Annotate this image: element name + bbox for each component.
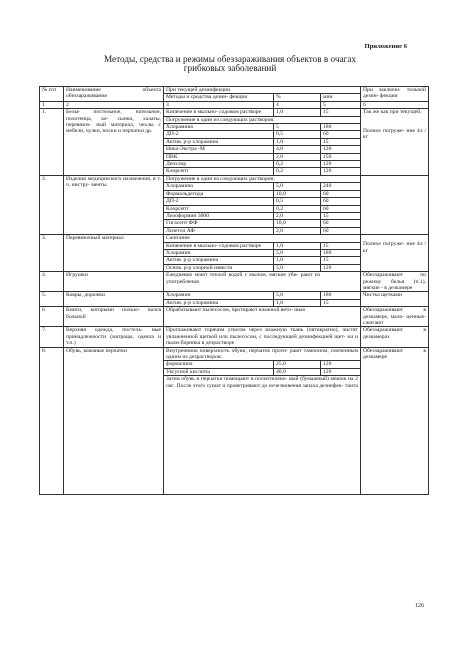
- method-name: Основ. р-р хлорной извести: [164, 264, 274, 271]
- method-name: Хлорамина: [164, 183, 274, 190]
- method-name: Лизоформин 3000: [164, 212, 274, 219]
- method-name: Клорсепт: [164, 205, 274, 212]
- method-percent: 1,0: [274, 299, 321, 306]
- method-percent: 0,5: [274, 131, 321, 138]
- appendix-label: Приложение 6: [364, 43, 407, 50]
- method-percent: 4,0: [274, 146, 321, 153]
- row-num: 4.: [40, 272, 64, 292]
- method-minutes: 60: [321, 205, 361, 212]
- header-methods: Методы и средства дезин- фекции: [164, 94, 274, 101]
- method-minutes: 180: [321, 292, 361, 299]
- method-percent: 5,0: [274, 264, 321, 271]
- method-minutes: 120: [321, 168, 361, 175]
- method-percent: 5,0: [274, 183, 321, 190]
- method-name: Уксусной кислоты: [164, 368, 274, 375]
- colnum: 2: [64, 101, 164, 108]
- method-percent: 1,0: [274, 109, 321, 116]
- colnum: 1: [40, 101, 64, 108]
- colnum: 5: [321, 101, 361, 108]
- method-minutes: 60: [321, 227, 361, 234]
- method-name: Хлорамин: [164, 249, 274, 256]
- method-minutes: 120: [321, 161, 361, 168]
- row-final: [361, 175, 429, 234]
- row-method-top: Внутреннюю поверхность обуви, перчаток проти- рают тампоном, смоченным одним из дезрастворов:: [164, 347, 361, 361]
- row-final-a: Так же как при текущей.: [363, 109, 422, 116]
- method-minutes: 15: [321, 138, 361, 145]
- page-number: 126: [415, 603, 424, 609]
- method-name: Актив. р-р хлорамина: [164, 299, 274, 306]
- method-name: ДП-2: [164, 198, 274, 205]
- method-name: Актив. р-р хлорамина: [164, 138, 274, 145]
- colnum: 6: [361, 101, 429, 108]
- row-method-bottom: Затем обувь и перчатки помещают в полиэтилено- вый (бумажный) мешок на 2 час. После этого сушат и проветривают до исчезновения запаха дезинфек- танта: [164, 376, 361, 495]
- table-row: [40, 109, 429, 116]
- method-name: Ника-Экстра -М: [164, 146, 274, 153]
- table-row: [40, 307, 429, 327]
- method-percent: 10,0: [274, 190, 321, 197]
- row-object: Белье постельное, нательное, полотенца, ко- сынки, халаты, перевязоч- ный материал, чехлы с мебели, чулки, носки и перчатки др.: [64, 109, 164, 176]
- method-minutes: 120: [321, 264, 361, 271]
- method-minutes: 180: [321, 249, 361, 256]
- method-percent: 5,0: [274, 292, 321, 299]
- header-object: Наименование объекта обеззараживания: [64, 87, 164, 102]
- row-object: Книги, которыми пользо- вался больной: [64, 307, 164, 327]
- method-name: Лизетол АФ: [164, 227, 274, 234]
- row-final: Обеззараживают по режиму белья (п.1), мягкие - в дезкамере: [361, 272, 429, 292]
- method-name: Хлорамин: [164, 292, 274, 299]
- method-name: ДП-2: [164, 131, 274, 138]
- row-object: Перевязочный материал: [64, 235, 164, 272]
- row-object: Верхняя одежда, постель- ные принадлежности (матрацы, одеяла и т.п.): [64, 327, 164, 347]
- row-object: Игрушки: [64, 272, 164, 292]
- method-minutes: 15: [321, 299, 361, 306]
- method-name: Кипячение в мыльно- содовом растворе: [164, 242, 274, 249]
- header-current: При текущей дезинфекции: [164, 87, 361, 94]
- row-final: Чистка щетками: [361, 292, 429, 307]
- colnum: 3: [164, 101, 274, 108]
- row-method: Проглаживают горячим утюгом через влажную ткань (пятикратно), чистят увлажненной щеткой или пылесосом, с последующей дезинфекцией щет- ки и пылесборника в дезрастворе: [164, 327, 361, 347]
- method-span: Сжигание: [164, 235, 361, 242]
- table-row: [40, 235, 429, 242]
- row-final-text: Полное погруже- ние 4л / кг: [363, 241, 426, 254]
- method-name: Формальдегида: [164, 190, 274, 197]
- method-name: Деохлор: [164, 161, 274, 168]
- method-percent: 10,0: [274, 220, 321, 227]
- header-final: При заключи- тельной дезин- фекции: [361, 87, 429, 102]
- method-percent: 0,2: [274, 205, 321, 212]
- method-percent: 40,0: [274, 368, 321, 375]
- row-num: 5.: [40, 292, 64, 307]
- header-min: мин: [321, 94, 361, 101]
- row-num: 7.: [40, 327, 64, 347]
- method-minutes: 120: [321, 368, 361, 375]
- row-method: Обрабатывают пылесосом, протирают влажной вето- шью: [164, 307, 361, 327]
- row-final: Обеззараживают в дезкамерах: [361, 327, 429, 347]
- table-row: [40, 272, 429, 292]
- method-percent: 0,2: [274, 168, 321, 175]
- method-minutes: 150: [321, 153, 361, 160]
- disinfection-table: [39, 86, 429, 495]
- row-final: Обеззараживают в дезкамере: [361, 347, 429, 495]
- row-final-b: Полное погруже- ние 4л / кг: [363, 127, 426, 141]
- method-name: ПВК: [164, 153, 274, 160]
- method-percent: 2,0: [274, 227, 321, 234]
- method-name: Гигасепт ФФ: [164, 220, 274, 227]
- method-minutes: 15: [321, 257, 361, 264]
- row-final: Обеззараживают в дезкамере, мало- ценные- сжигают: [361, 307, 429, 327]
- method-percent: 1,0: [274, 138, 321, 145]
- method-minutes: 120: [321, 146, 361, 153]
- row-method: Ежедневно моют теплой водой с мылом, мягкие уби- рают из употребления: [164, 272, 361, 292]
- method-minutes: 240: [321, 183, 361, 190]
- method-percent: 2,0: [274, 153, 321, 160]
- table-row: [40, 347, 429, 361]
- method-minutes: 15: [321, 109, 361, 116]
- method-percent: 0,2: [274, 161, 321, 168]
- method-minutes: 15: [321, 242, 361, 249]
- method-name: Кипячение в мыльно- содовом растворе: [164, 109, 274, 116]
- method-minutes: 60: [321, 198, 361, 205]
- page-title: [60, 55, 400, 73]
- method-minutes: 60: [321, 220, 361, 227]
- method-name: Клорсепт: [164, 168, 274, 175]
- row-final: [361, 109, 429, 176]
- method-minutes: 180: [321, 124, 361, 131]
- method-percent: 5,0: [274, 249, 321, 256]
- method-span: Погружение в один из следующих растворов:: [164, 116, 361, 123]
- method-minutes: 15: [321, 212, 361, 219]
- method-percent: 2,0: [274, 212, 321, 219]
- table-row: [40, 327, 429, 347]
- row-num: 1.: [40, 109, 64, 176]
- row-num: 3.: [40, 235, 64, 272]
- row-num: 6.: [40, 307, 64, 327]
- row-final: [361, 235, 429, 272]
- method-span: Погружение в один из следующих растворов:: [164, 175, 361, 182]
- method-percent: 1,0: [274, 242, 321, 249]
- method-percent: 25,0: [274, 361, 321, 368]
- method-name: Хлорамина: [164, 124, 274, 131]
- row-object: Обувь, кожаные перчатки: [64, 347, 164, 495]
- method-percent: 0,5: [274, 198, 321, 205]
- method-percent: 5: [274, 124, 321, 131]
- table-header-row: [40, 87, 429, 94]
- title-line-2: грибковых заболеваний: [183, 63, 277, 73]
- header-num: № п/п: [40, 87, 64, 102]
- row-object: Ковры, дорожки: [64, 292, 164, 307]
- row-num: 8.: [40, 347, 64, 495]
- row-num: 2.: [40, 175, 64, 234]
- header-percent: %: [274, 94, 321, 101]
- method-minutes: 120: [321, 361, 361, 368]
- method-percent: 1,0: [274, 257, 321, 264]
- method-name: Актив. р-р хлорамина: [164, 257, 274, 264]
- method-minutes: 60: [321, 131, 361, 138]
- row-object: Изделия медицинского назначения, в т. ч. инстру- менты: [64, 175, 164, 234]
- method-minutes: 60: [321, 190, 361, 197]
- table-row: [40, 175, 429, 182]
- column-numbers-row: [40, 101, 429, 108]
- colnum: 4: [274, 101, 321, 108]
- title-line-1: Методы, средства и режимы обеззараживания объектов в очагах: [103, 54, 357, 64]
- method-name: формалина: [164, 361, 274, 368]
- table-row: [40, 292, 429, 299]
